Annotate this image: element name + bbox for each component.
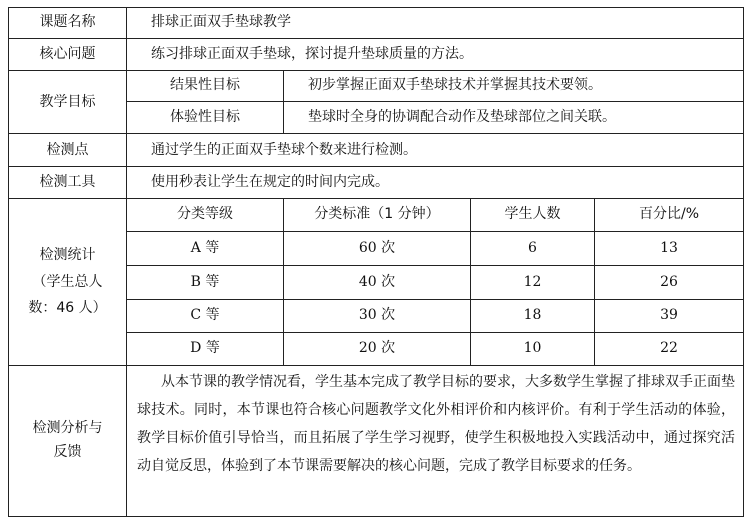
label-stats [9,198,127,365]
stats-standard: 40 次 [284,266,471,300]
stats-count: 10 [471,333,595,366]
label-checkpoint: 检测点 [9,134,127,167]
stats-header-cell: 学生人数 [471,198,595,232]
analysis-cell [127,365,744,516]
value-core-question: 练习排球正面双手垫球，探讨提升垫球质量的方法。 [127,38,744,71]
goal-desc: 垫球时全身的协调配合动作及垫球部位之间关联。 [284,101,744,134]
value-checkpoint: 通过学生的正面双手垫球个数来进行检测。 [127,134,744,167]
label-goals: 教学目标 [9,71,127,134]
row-tool [9,167,744,199]
stats-header-row [9,198,744,232]
stats-grade: C 等 [127,299,284,333]
analysis-label-line: 反馈 [53,443,82,460]
goal-type: 结果性目标 [127,71,284,102]
stats-count: 12 [471,266,595,300]
stats-standard: 30 次 [284,299,471,333]
goal-type: 体验性目标 [127,101,284,134]
stats-percent: 22 [595,333,744,366]
value-topic: 排球正面双手垫球教学 [127,8,744,39]
row-topic [9,8,744,39]
stats-header-cell: 分类标准（1 分钟） [284,198,471,232]
stats-count: 18 [471,299,595,333]
stats-percent: 26 [595,266,744,300]
stats-percent: 13 [595,232,744,266]
stats-grade: A 等 [127,232,284,266]
label-topic: 课题名称 [9,8,127,39]
stats-header-cell: 百分比/% [595,198,744,232]
stats-count: 6 [471,232,595,266]
lesson-plan-table [8,7,744,517]
stats-label-line: 检测统计 [39,246,96,263]
stats-standard: 60 次 [284,232,471,266]
label-analysis [9,365,127,516]
label-tool: 检测工具 [9,167,127,199]
row-core-question [9,38,744,71]
stats-percent: 39 [595,299,744,333]
stats-grade: D 等 [127,333,284,366]
row-analysis [9,365,744,516]
analysis-label-line: 检测分析与 [32,420,103,437]
stats-header-cell: 分类等级 [127,198,284,232]
goal-desc: 初步掌握正面双手垫球技术并掌握其技术要领。 [284,71,744,102]
stats-label-line: （学生总人 [32,273,103,290]
stats-label-line: 数：46 人） [28,300,107,317]
stats-standard: 20 次 [284,333,471,366]
stats-grade: B 等 [127,266,284,300]
analysis-text: 从本节课的教学情况看，学生基本完成了教学目标的要求，大多数学生掌握了排球双手正面垫球技术。同时，本节课也符合核心问题教学文化外相评价和内核评价。有利于学生活动的体验，教学目标价值引导恰当，而且拓展了学生学习视野，使学生积极地投入实践活动中，通过探究活动自觉反思，体验到了本节课需要解决的核心问题，完成了教学目标要求的任务。 [137,373,735,474]
row-checkpoint [9,134,744,167]
row-goal-1 [9,71,744,102]
value-tool: 使用秒表让学生在规定的时间内完成。 [127,167,744,199]
label-core-question: 核心问题 [9,38,127,71]
